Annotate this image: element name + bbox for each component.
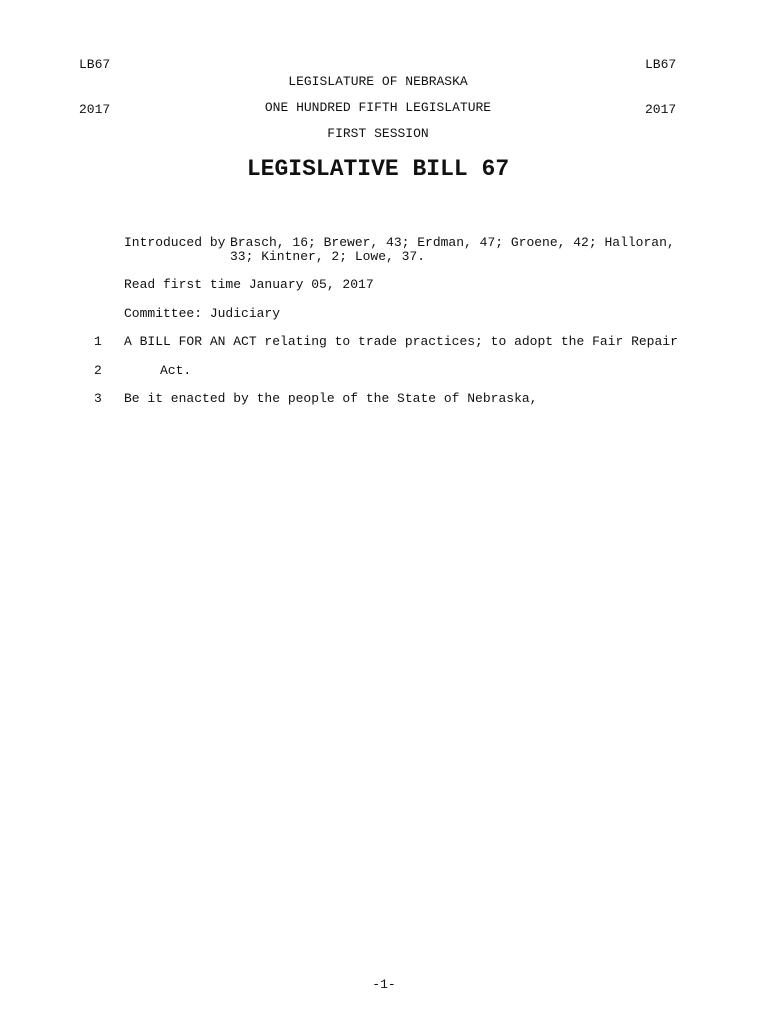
read-first-time: Read first time January 05, 2017 — [124, 277, 374, 292]
bill-id: LB67 — [645, 57, 677, 72]
bill-id: LB67 — [79, 57, 111, 72]
committee: Committee: Judiciary — [124, 306, 281, 321]
line-number: 3 — [94, 391, 102, 406]
line-number: 2 — [94, 363, 102, 378]
bill-text-line: A BILL FOR AN ACT relating to trade practices; to adopt the Fair Repair — [124, 334, 678, 349]
introducers-line-1: Brasch, 16; Brewer, 43; Erdman, 47; Groene, 42; Halloran, — [230, 235, 675, 250]
bill-text-line: Act. — [160, 363, 192, 378]
page-number: -1- — [372, 977, 396, 992]
bill-year: 2017 — [79, 102, 111, 117]
legislature-name: LEGISLATURE OF NEBRASKA — [288, 74, 468, 89]
line-number: 1 — [94, 334, 102, 349]
bill-year: 2017 — [645, 102, 677, 117]
introduced-label: Introduced by — [124, 235, 226, 250]
session-label: FIRST SESSION — [327, 126, 429, 141]
bill-title: LEGISLATIVE BILL 67 — [246, 156, 510, 182]
bill-text-line: Be it enacted by the people of the State of Nebraska, — [124, 391, 538, 406]
introducers-line-2: 33; Kintner, 2; Lowe, 37. — [230, 249, 426, 264]
legislature-number: ONE HUNDRED FIFTH LEGISLATURE — [264, 100, 492, 115]
